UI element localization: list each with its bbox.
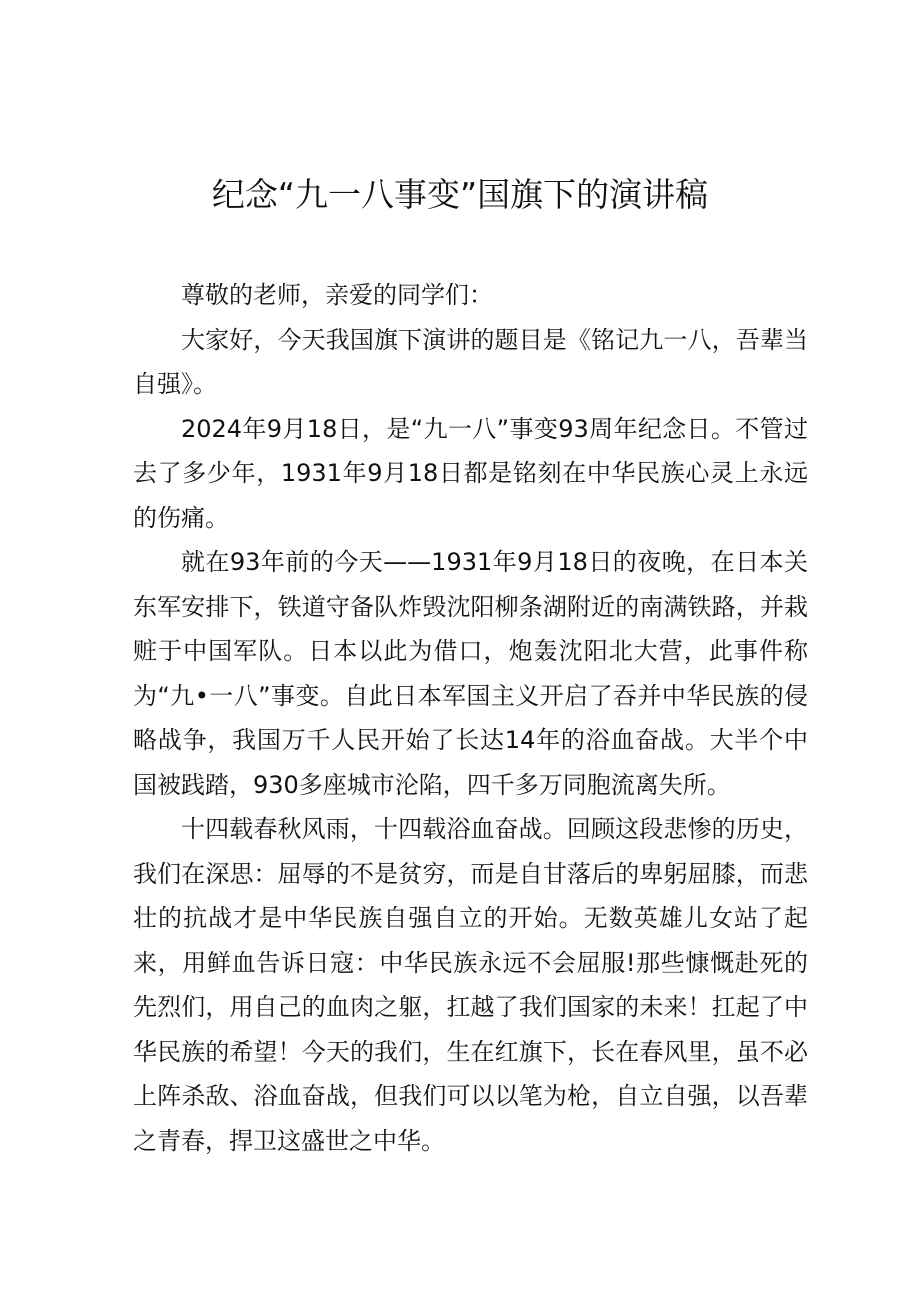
paragraph-anniversary: 2024年9月18日，是“九一八”事变93周年纪念日。不管过去了多少年，1931年9月18日都是铭刻在中华民族心灵上永远的伤痛。	[133, 414, 808, 532]
paragraph-greeting: 尊敬的老师，亲爱的同学们：	[181, 281, 493, 309]
paragraph-intro: 大家好，今天我国旗下演讲的题目是《铭记九一八，吾辈当自强》。	[133, 325, 808, 398]
paragraph-reflection: 十四载春秋风雨，十四载浴血奋战。回顾这段悲惨的历史，我们在深思：屈辱的不是贫穷，而是自甘落后的卑躬屈膝，而悲壮的抗战才是中华民族自强自立的开始。无数英雄儿女站了起来，用鲜血告诉日寇：中华民族永远不会屈服!那些慷慨赴死的先烈们，用自己的血肉之躯，扛越了我们国家的未来！扛起了中华民族的希望！今天的我们，生在红旗下，长在春风里，虽不必上阵杀敌、浴血奋战，但我们可以以笔为枪，自立自强，以吾辈之青春，捍卫这盛世之中华。	[133, 815, 808, 1155]
document-body	[133, 273, 808, 1163]
document-title: 纪念“九一八事变”国旗下的演讲稿	[211, 175, 709, 214]
paragraph-history: 就在93年前的今天——1931年9月18日的夜晚，在日本关东军安排下，铁道守备队炸毁沈阳柳条湖附近的南满铁路，并栽赃于中国军队。日本以此为借口，炮轰沈阳北大营，此事件称为“九•一八”事变。自此日本军国主义开启了吞并中华民族的侵略战争，我国万千人民开始了长达14年的浴血奋战。大半个中国被践踏，930多座城市沦陷，四千多万同胞流离失所。	[133, 548, 808, 799]
